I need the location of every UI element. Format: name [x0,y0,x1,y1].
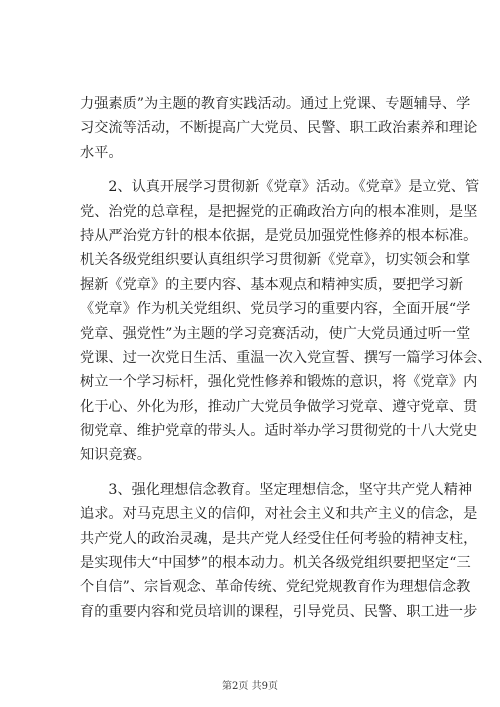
paragraph-gap [80,468,422,478]
body-line: 追求。对马克思主义的信仰，对社会主义和共产主义的信念，是 [80,506,478,523]
body-line: 个自信”、宗旨观念、革命传统、党纪党规教育作为理想信念教 [80,579,471,596]
body-line: 2、认真开展学习贯彻新《党章》活动。《党章》是立党、管 [80,179,480,196]
document-body [80,92,492,624]
body-line: 化于心、外化为形，推动广大党员争做学习党章、遵守党章、贯 [80,398,478,415]
body-line: 知识竞赛。 [80,447,151,464]
body-line: 3、强化理想信念教育。坚定理想信念，坚守共产党人精神 [80,481,473,498]
page-footer: 第2页 共9页 [222,681,278,692]
body-line: 党课、过一次党日生活、重温一次入党宣誓、撰写一篇学习体会、 [80,349,492,366]
body-line: 水平。 [80,144,123,161]
body-line: 《党章》作为机关党组织、党员学习的重要内容，全面开展“学 [80,301,471,318]
body-line: 是实现伟大“中国梦”的根本动力。机关各级党组织要把坚定“三 [80,555,471,572]
body-line: 彻党章、维护党章的带头人。适时举办学习贯彻党的十八大党史 [80,423,478,440]
body-line: 党、治党的总章程，是把握党的正确政治方向的根本准则，是坚 [80,203,478,220]
body-line: 持从严治党方针的根本依据，是党员加强党性修养的根本标准。 [80,227,478,244]
body-line: 共产党人的政治灵魂，是共产党人经受住任何考验的精神支柱， [80,530,478,547]
body-line: 育的重要内容和党员培训的课程，引导党员、民警、职工进一步 [80,603,478,620]
body-line: 党章、强党性”为主题的学习竞赛活动，使广大党员通过听一堂 [80,325,471,342]
paragraph-gap [80,165,422,175]
body-line: 力强素质”为主题的教育实践活动。通过上党课、专题辅导、学 [80,96,471,112]
body-line: 习交流等活动，不断提高广大党员、民警、职工政治素养和理论 [80,120,478,137]
body-line: 机关各级党组织要认真组织学习贯彻新《党章》，切实领会和掌 [80,252,471,269]
body-line: 握新《党章》的主要内容、基本观点和精神实质，要把学习新 [80,276,464,293]
body-line: 树立一个学习标杆，强化党性修养和锻炼的意识，将《党章》内 [80,374,478,391]
